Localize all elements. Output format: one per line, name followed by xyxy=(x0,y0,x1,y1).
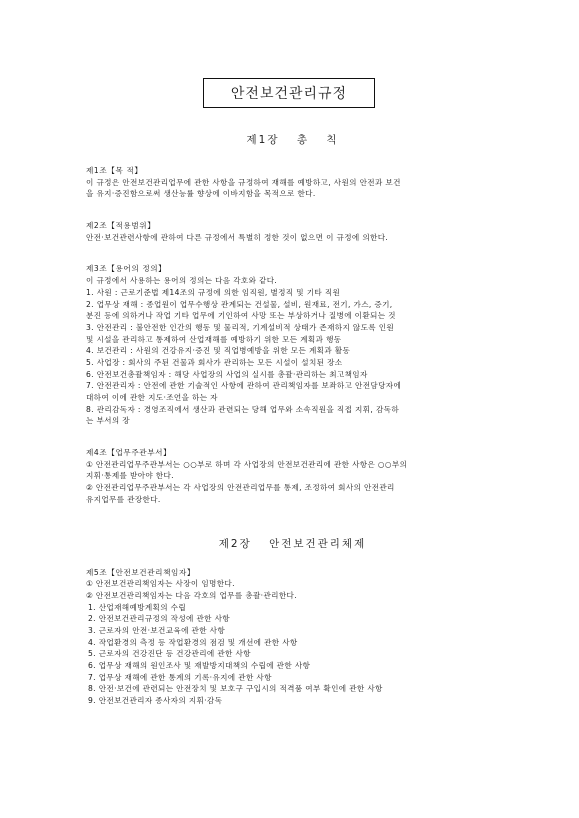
document-title: 안전보건관리규정 xyxy=(230,86,348,102)
article-line: ② 안전관리업무주관부서는 각 사업장의 안전관리업무를 통제, 조정하여 회사의 안전관리 xyxy=(86,483,395,493)
article-heading: 제1조【목 적】 xyxy=(86,166,143,175)
article xyxy=(86,263,519,427)
article-line: 8. 안전·보건에 관련되는 안전장치 및 보호구 구입시의 적격품 여부 확인에 관한 사항 xyxy=(88,684,383,694)
article-line: 분진 등에 의하거나 작업 기타 업무에 기인하여 사망 또는 부상하거나 질병에 이환되는 것 xyxy=(86,311,396,321)
article-line: 는 부서의 장 xyxy=(86,416,130,426)
article-line: 1. 산업재해예방계획의 수립 xyxy=(88,602,187,612)
article-line: 및 시설을 관리하고 통제하여 산업재해를 예방하기 위한 모든 계획과 행동 xyxy=(86,334,342,344)
article-line: 안전·보건관련사항에 관하여 다른 규정에서 특별히 정한 것이 없으면 이 규정에 의한다. xyxy=(86,232,389,242)
article xyxy=(86,220,519,243)
article-heading: 제2조【적용범위】 xyxy=(86,221,156,231)
article-line: 8. 관리감독자 : 경영조직에서 생산과 관련되는 당해 업무와 소속직원을 직접 지휘, 감독하 xyxy=(86,404,400,414)
article-heading: 제4조【업무주관부서】 xyxy=(86,448,172,458)
article-heading: 제3조【용어의 정의】 xyxy=(86,264,167,274)
article-line: 2. 업무상 재해 : 종업원이 업무수행상 관계되는 건설물, 설비, 원재료, 전기, 가스, 증기, xyxy=(86,299,393,309)
article-line: 2. 안전보건관리규정의 작성에 관한 사항 xyxy=(88,614,230,624)
article-line: 4. 보건관리 : 사원의 건강유지·증진 및 직업병예방을 위한 모든 계획과 활동 xyxy=(86,346,351,356)
article-line: 7. 안전관리자 : 안전에 관한 기술적인 사항에 관하여 관리책임자를 보좌하고 안전담당자에 xyxy=(86,381,402,391)
article xyxy=(86,567,519,707)
article-line: 대하여 이에 관한 지도·조언을 하는 자 xyxy=(86,393,218,402)
article-line: ② 안전보건관리책임자는 다음 각호의 업무를 총괄·관리한다. xyxy=(86,590,297,600)
article-line: 을 유지·증진함으로써 생산능률 향상에 이바지함을 목적으로 한다. xyxy=(86,189,316,199)
article-line: 7. 업무상 재해에 관한 통계의 기록·유지에 관한 사항 xyxy=(88,672,272,682)
article-heading: 제5조【안전보건관리책임자】 xyxy=(86,567,196,577)
article-line: 지휘·통제를 받아야 한다. xyxy=(86,471,174,481)
article-line: 9. 안전보건관리자 종사자의 지휘·감독 xyxy=(88,696,223,706)
article-line: 6. 안전보건총괄책임자 : 해당 사업장의 사업의 실시를 총괄·관리하는 최고책임자 xyxy=(86,369,368,379)
article-line: ① 안전관리업무주관부서는 ○○부로 하며 각 사업장의 안전보건관리에 관한 사항은 ○○부의 xyxy=(86,459,408,469)
article-line: 이 규정은 안전보건관리업무에 관한 사항을 규정하여 재해를 예방하고, 사원의 안전과 보건 xyxy=(86,177,401,187)
article-line: 5. 근로자의 건강진단 등 건강관리에 관한 사항 xyxy=(88,649,251,659)
article-line: 6. 업무상 재해의 원인조사 및 재발방지대책의 수립에 관한 사항 xyxy=(88,661,311,670)
article xyxy=(86,165,519,200)
article-line: 유지업무를 관장한다. xyxy=(86,494,161,504)
article-line: ① 안전보건관리책임자는 사장이 임명한다. xyxy=(86,579,235,589)
chapter-heading: 제1장 총 칙 xyxy=(246,134,339,146)
article-line: 4. 작업환경의 측정 등 작업환경의 점검 및 개선에 관한 사항 xyxy=(88,637,298,647)
article xyxy=(86,447,519,505)
chapter-heading: 제2장 안전보건관리체제 xyxy=(218,537,367,550)
article-line: 5. 사업장 : 회사의 주된 건물과 회사가 관리하는 모든 시설이 설치된 장소 xyxy=(86,357,343,367)
article-line: 1. 사원 : 근로기준법 제14조의 규정에 의한 임직원, 별정직 및 기타 직원 xyxy=(86,287,341,297)
article-line: 3. 안전관리 : 불안전한 인간의 행동 및 물리적, 기계설비적 상태가 존재하지 않도록 인원 xyxy=(86,322,395,332)
document-title-box xyxy=(203,78,375,108)
article-line: 3. 근로자의 안전·보건교육에 관한 사항 xyxy=(88,625,226,635)
article-line: 이 규정에서 사용하는 용어의 정의는 다음 각호와 같다. xyxy=(86,276,278,286)
